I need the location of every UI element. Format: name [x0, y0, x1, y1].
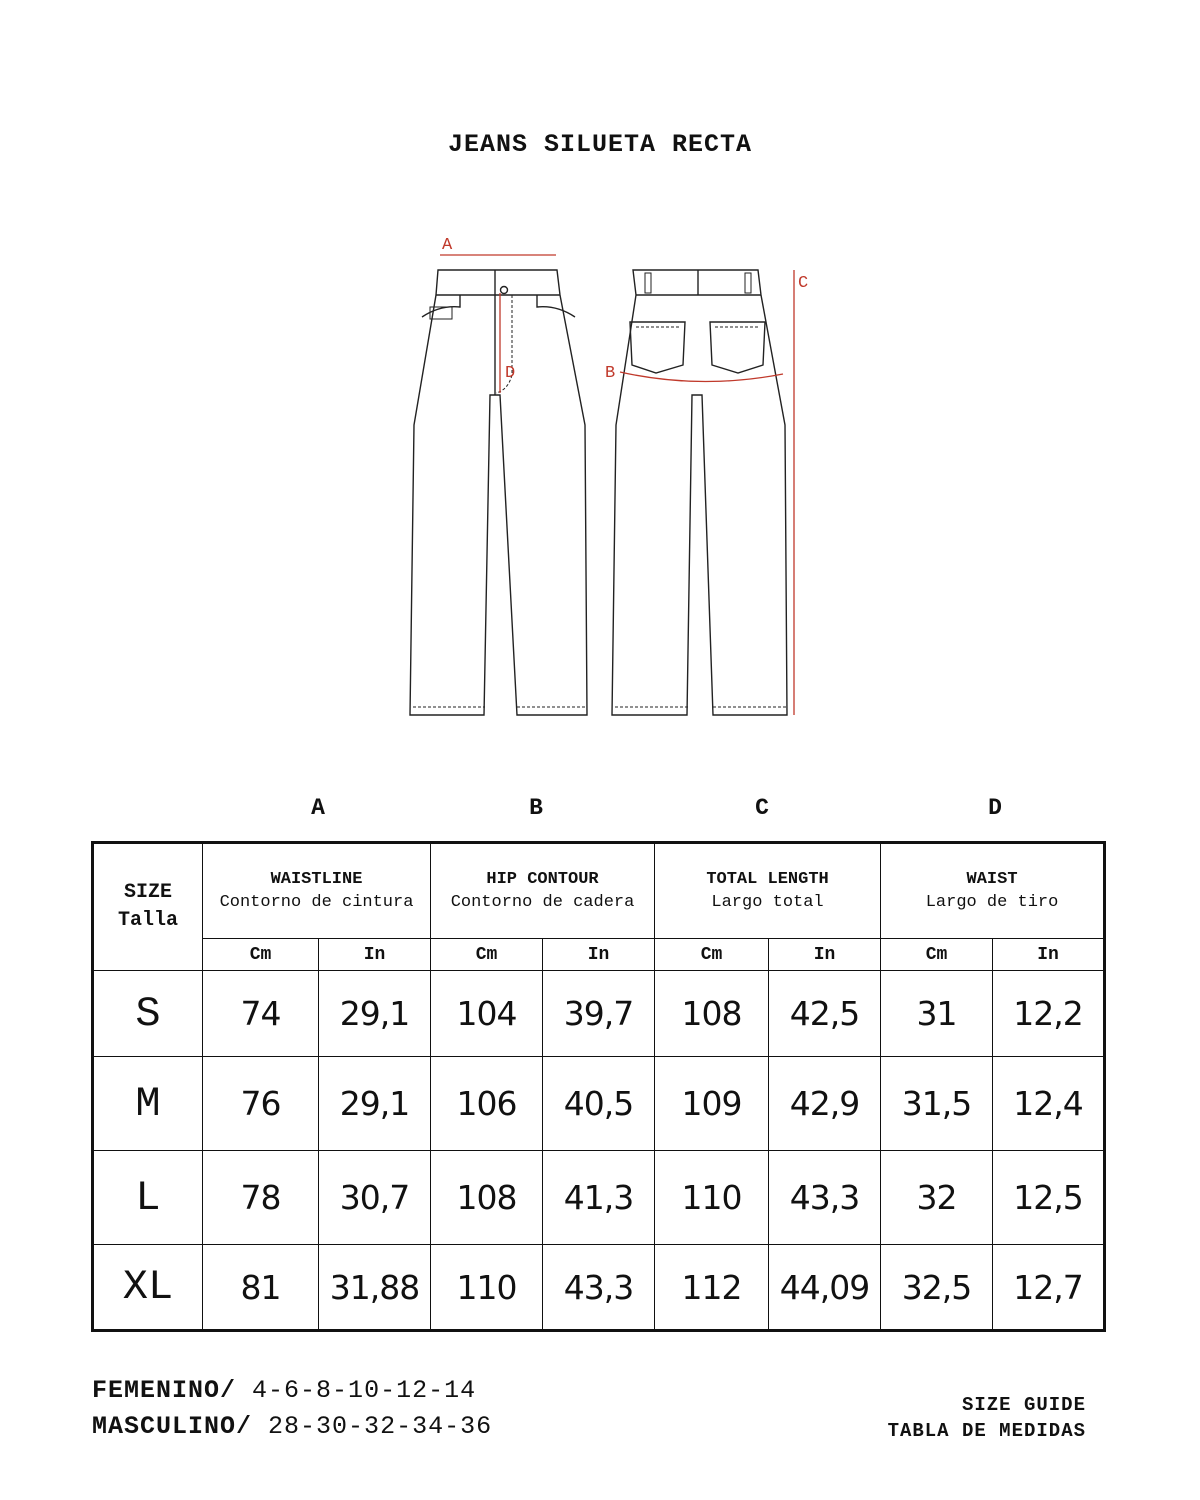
unit-in: In — [319, 939, 431, 971]
value-cell: 108 — [431, 1151, 543, 1245]
header-total-length — [655, 843, 881, 939]
measurement-lines — [440, 255, 794, 715]
table-row — [93, 971, 1105, 1057]
header-hip-es: Contorno de cadera — [450, 893, 635, 912]
unit-cm: Cm — [203, 939, 319, 971]
value-cell: 44,09 — [769, 1245, 881, 1331]
value-cell: 42,5 — [769, 971, 881, 1057]
value-cell: 109 — [655, 1057, 769, 1151]
value-cell: 40,5 — [543, 1057, 655, 1151]
value-cell: 12,7 — [993, 1245, 1105, 1331]
size-label: S — [93, 971, 203, 1057]
header-waistline — [203, 843, 431, 939]
femenino-line — [92, 1373, 492, 1409]
unit-row — [93, 939, 1105, 971]
header-length-en: TOTAL LENGTH — [706, 870, 829, 889]
label-c: C — [798, 274, 809, 293]
header-waist-es: Largo de tiro — [925, 893, 1059, 912]
header-waist — [881, 843, 1105, 939]
back-view — [612, 270, 787, 715]
value-cell: 31,5 — [881, 1057, 993, 1151]
value-cell: 110 — [655, 1151, 769, 1245]
value-cell: 106 — [431, 1057, 543, 1151]
header-hip-en: HIP CONTOUR — [486, 870, 599, 889]
unit-cm: Cm — [431, 939, 543, 971]
label-d: D — [505, 364, 516, 383]
value-cell: 76 — [203, 1057, 319, 1151]
masculino-label: MASCULINO/ — [92, 1412, 253, 1441]
jeans-technical-drawing — [400, 225, 820, 725]
unit-in: In — [543, 939, 655, 971]
unit-in: In — [993, 939, 1105, 971]
size-label: XL — [93, 1245, 203, 1331]
unit-in: In — [769, 939, 881, 971]
value-cell: 12,2 — [993, 971, 1105, 1057]
value-cell: 39,7 — [543, 971, 655, 1057]
size-guide-en: SIZE GUIDE — [961, 1394, 1086, 1416]
masculino-line — [92, 1409, 492, 1445]
size-equivalences — [92, 1373, 492, 1445]
value-cell: 29,1 — [319, 1057, 431, 1151]
value-cell: 32 — [881, 1151, 993, 1245]
table-row — [93, 1245, 1105, 1331]
table-row — [93, 1057, 1105, 1151]
table-row — [93, 1151, 1105, 1245]
value-cell: 112 — [655, 1245, 769, 1331]
column-letter-b: B — [529, 795, 543, 821]
value-cell: 81 — [203, 1245, 319, 1331]
femenino-sizes: 4-6-8-10-12-14 — [252, 1376, 477, 1405]
unit-cm: Cm — [881, 939, 993, 971]
size-table — [91, 841, 1106, 1332]
label-a: A — [442, 236, 453, 255]
value-cell: 74 — [203, 971, 319, 1057]
page-title: JEANS SILUETA RECTA — [447, 130, 753, 159]
size-guide-es: TABLA DE MEDIDAS — [887, 1420, 1086, 1442]
value-cell: 32,5 — [881, 1245, 993, 1331]
masculino-sizes: 28-30-32-34-36 — [268, 1412, 493, 1441]
value-cell: 110 — [431, 1245, 543, 1331]
column-letter-a: A — [311, 795, 325, 821]
header-hip-contour — [431, 843, 655, 939]
measure-column-letters — [0, 795, 1200, 825]
value-cell: 31,88 — [319, 1245, 431, 1331]
value-cell: 42,9 — [769, 1057, 881, 1151]
column-letter-c: C — [755, 795, 769, 821]
value-cell: 41,3 — [543, 1151, 655, 1245]
value-cell: 43,3 — [543, 1245, 655, 1331]
size-header-es: Talla — [117, 909, 178, 932]
size-header-en: SIZE — [123, 881, 172, 904]
front-view — [410, 270, 587, 715]
value-cell: 31 — [881, 971, 993, 1057]
table-header-row — [93, 843, 1105, 939]
header-waist-en: WAIST — [966, 870, 1018, 889]
header-waistline-en: WAISTLINE — [270, 870, 363, 889]
value-cell: 29,1 — [319, 971, 431, 1057]
value-cell: 78 — [203, 1151, 319, 1245]
value-cell: 12,5 — [993, 1151, 1105, 1245]
size-label: M — [93, 1057, 203, 1151]
value-cell: 43,3 — [769, 1151, 881, 1245]
value-cell: 30,7 — [319, 1151, 431, 1245]
unit-cm: Cm — [655, 939, 769, 971]
column-letter-d: D — [988, 795, 1002, 821]
size-guide-caption — [888, 1392, 1086, 1444]
header-length-es: Largo total — [711, 893, 824, 912]
size-label: L — [93, 1151, 203, 1245]
size-header — [93, 843, 203, 971]
femenino-label: FEMENINO/ — [92, 1376, 237, 1405]
value-cell: 12,4 — [993, 1057, 1105, 1151]
label-b: B — [605, 364, 616, 383]
header-waistline-es: Contorno de cintura — [219, 893, 414, 912]
value-cell: 108 — [655, 971, 769, 1057]
value-cell: 104 — [431, 971, 543, 1057]
